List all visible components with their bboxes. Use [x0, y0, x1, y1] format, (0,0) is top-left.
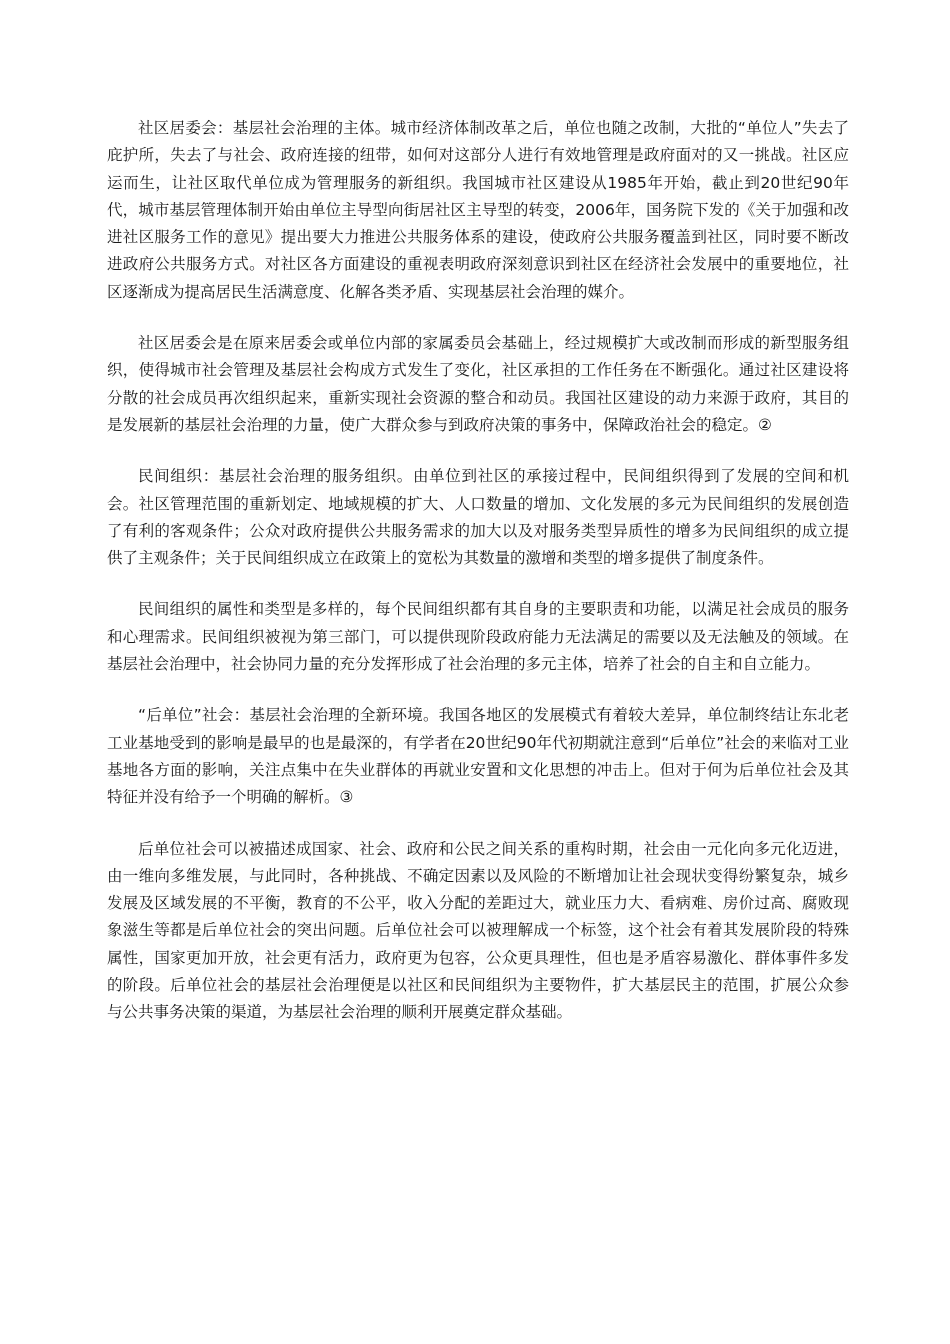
paragraph-civil-organizations-service: 民间组织：基层社会治理的服务组织。由单位到社区的承接过程中，民间组织得到了发展的空间和机会。社区管理范围的重新划定、地域规模的扩大、人口数量的增加、文化发展的多元为民间组织的发展创造了有利的客观条件；公众对政府提供公共服务需求的加大以及对服务类型异质性的增多为民间组织的成立提供了主观条件；关于民间组织成立在政策上的宽松为其数量的激增和类型的增多提供了制度条件。	[107, 467, 849, 568]
document-body	[107, 115, 849, 1051]
paragraph-post-unit-society-environment: “后单位”社会：基层社会治理的全新环境。我国各地区的发展模式有着较大差异，单位制终结让东北老工业基地受到的影响是最早的也是最深的，有学者在20世纪90年代初期就注意到“后单位”社会的来临对工业基地各方面的影响，关注点集中在失业群体的再就业安置和文化思想的冲击上。但对于何为后单位社会及其特征并没有给予一个明确的解析。③	[107, 706, 849, 807]
paragraph-community-committee-subject: 社区居委会：基层社会治理的主体。城市经济体制改革之后，单位也随之改制，大批的“单位人”失去了庇护所，失去了与社会、政府连接的纽带，如何对这部分人进行有效地管理是政府面对的又一挑战。社区应运而生，让社区取代单位成为管理服务的新组织。我国城市社区建设从1985年开始，截止到20世纪90年代，城市基层管理体制开始由单位主导型向街居社区主导型的转变，2006年，国务院下发的《关于加强和改进社区服务工作的意见》提出要大力推进公共服务体系的建设，使政府公共服务覆盖到社区，同时要不断改进政府公共服务方式。对社区各方面建设的重视表明政府深刻意识到社区在经济社会发展中的重要地位，社区逐渐成为提高居民生活满意度、化解各类矛盾、实现基层社会治理的媒介。	[107, 119, 849, 301]
paragraph-post-unit-society-description: 后单位社会可以被描述成国家、社会、政府和公民之间关系的重构时期，社会由一元化向多元化迈进，由一维向多维发展，与此同时，各种挑战、不确定因素以及风险的不断增加让社会现状变得纷繁复杂，城乡发展及区域发展的不平衡，教育的不公平，收入分配的差距过大，就业压力大、看病难、房价过高、腐败现象滋生等都是后单位社会的突出问题。后单位社会可以被理解成一个标签，这个社会有着其发展阶段的特殊属性，国家更加开放，社会更有活力，政府更为包容，公众更具理性，但也是矛盾容易激化、群体事件多发的阶段。后单位社会的基层社会治理便是以社区和民间组织为主要物件，扩大基层民主的范围，扩展公众参与公共事务决策的渠道，为基层社会治理的顺利开展奠定群众基础。	[107, 839, 849, 1022]
paragraph-community-committee-nature: 社区居委会是在原来居委会或单位内部的家属委员会基础上，经过规模扩大或改制而形成的新型服务组织，使得城市社会管理及基层社会构成方式发生了变化，社区承担的工作任务在不断强化。通过社区建设将分散的社会成员再次组织起来，重新实现社会资源的整合和动员。我国社区建设的动力来源于政府，其目的是发展新的基层社会治理的力量，使广大群众参与到政府决策的事务中，保障政治社会的稳定。②	[107, 334, 849, 434]
paragraph-civil-organizations-attributes: 民间组织的属性和类型是多样的，每个民间组织都有其自身的主要职责和功能，以满足社会成员的服务和心理需求。民间组织被视为第三部门，可以提供现阶段政府能力无法满足的需要以及无法触及的领域。在基层社会治理中，社会协同力量的充分发挥形成了社会治理的多元主体，培养了社会的自主和自立能力。	[107, 600, 849, 674]
